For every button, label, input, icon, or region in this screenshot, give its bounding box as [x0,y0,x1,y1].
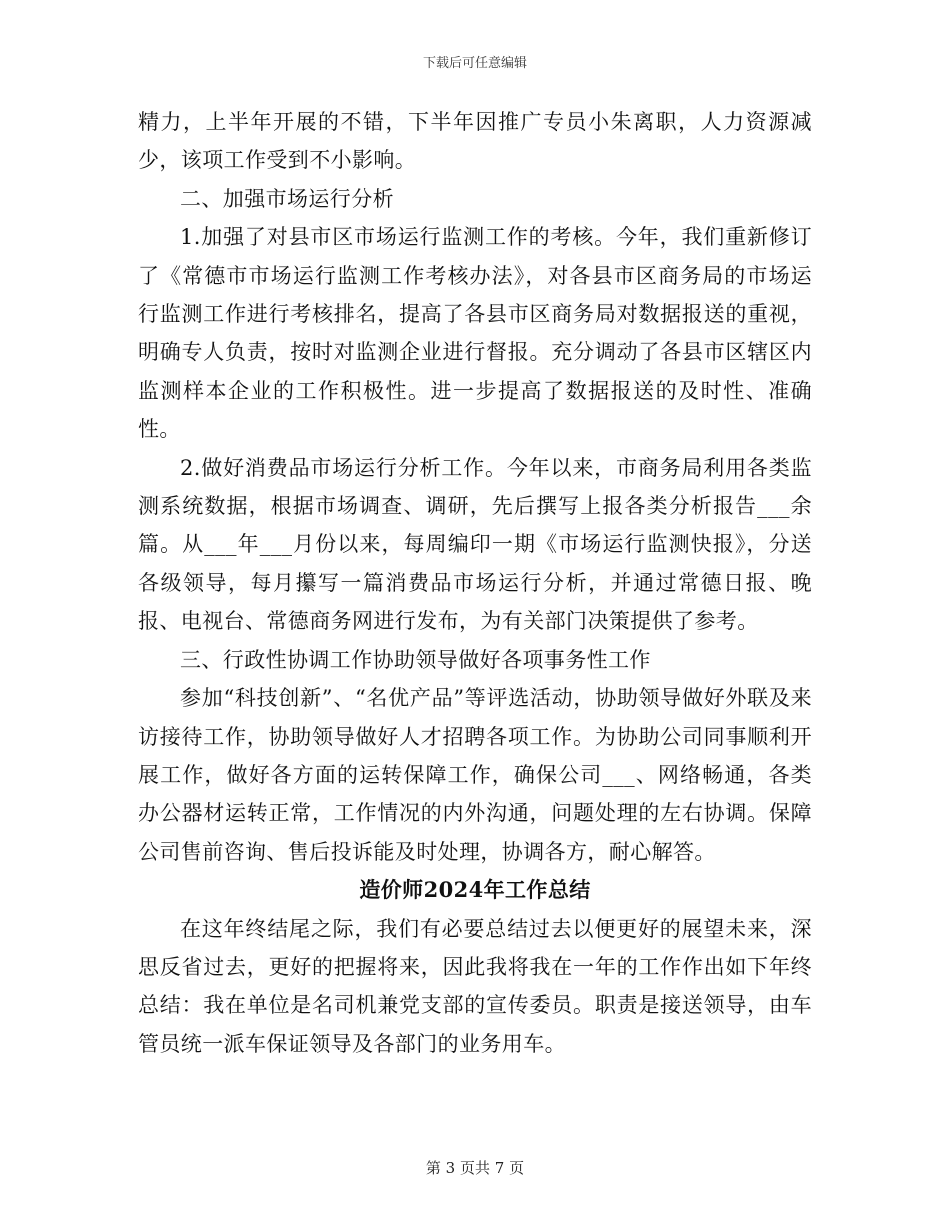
paragraph-monitoring-assessment: 1.加强了对县市区市场运行监测工作的考核。今年，我们重新修订了《常德市市场运行监测工作考核办法》，对各县市区商务局的市场运行监测工作进行考核排名，提高了各县市区商务局对数据报送的重视，明确专人负责，按时对监测企业进行督报。充分调动了各县市区辖区内监测样本企业的工作积极性。进一步提高了数据报送的及时性、准确性。 [138,225,812,442]
section-title: 造价师2024年工作总结 [359,877,591,903]
paragraph-continued: 精力，上半年开展的不错，下半年因推广专员小朱离职，人力资源减少，该项工作受到不小影响。 [138,110,812,173]
page-number: 第 3 页共 7 页 [425,1159,525,1177]
paragraph-summary-intro: 在这年终结尾之际，我们有必要总结过去以便更好的展望未来，深思反省过去，更好的把握将来，因此我将我在一年的工作作出如下年终总结：我在单位是名司机兼党支部的宣传委员。职责是接送领导，由车管员统一派车保证领导及各部门的业务用车。 [138,916,812,1056]
document-body [138,103,812,1063]
page-header-note: 下载后可任意编辑 [422,56,527,71]
heading-administrative-coordination: 三、行政性协调工作协助领导做好各项事务性工作 [180,647,651,672]
heading-market-analysis: 二、加强市场运行分析 [180,186,394,211]
paragraph-consumer-market-analysis: 2.做好消费品市场运行分析工作。今年以来，市商务局利用各类监测系统数据，根据市场调查、调研，先后撰写上报各类分析报告___余篇。从___年___月份以来，每周编印一期《市场运行监测快报》，分送各级领导，每月攥写一篇消费品市场运行分析，并通过常德日报、晚报、电视台、常德商务网进行发布，为有关部门决策提供了参考。 [138,455,812,634]
paragraph-coordination-work: 参加“科技创新”、“名优产品”等评选活动，协助领导做好外联及来访接待工作，协助领导做好人才招聘各项工作。为协助公司同事顺利开展工作，做好各方面的运转保障工作，确保公司___、网络畅通，各类办公器材运转正常，工作情况的内外沟通，问题处理的左右协调。保障公司售前咨询、售后投诉能及时处理，协调各方，耐心解答。 [138,686,812,864]
